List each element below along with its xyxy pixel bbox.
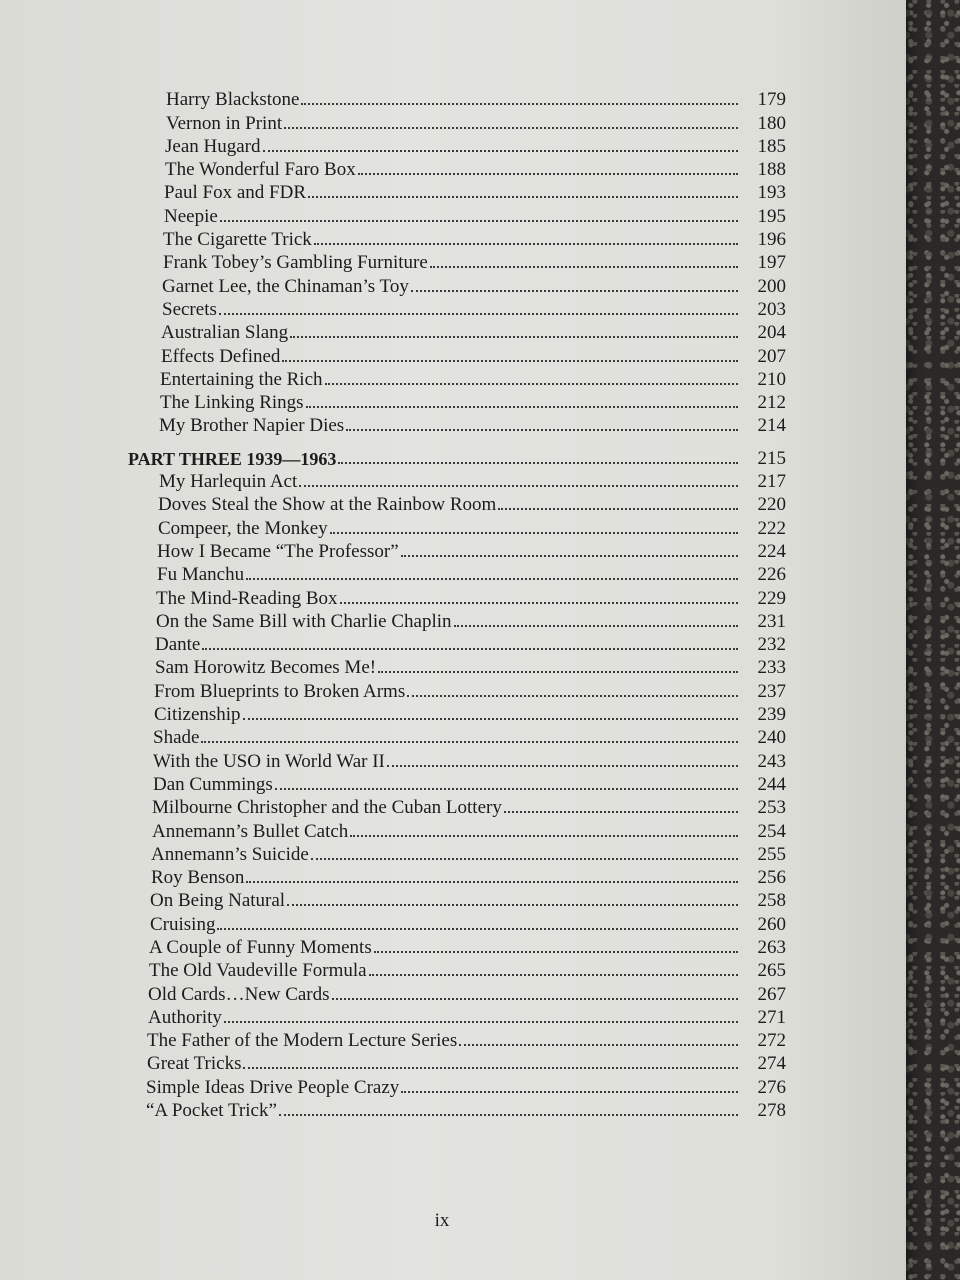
toc-entry [0,910,906,933]
dot-leader [287,904,738,906]
dot-leader [504,811,738,813]
toc-page-number: 272 [757,1030,786,1052]
toc-entry [0,389,906,412]
dot-leader [299,485,738,487]
toc-page-number: 271 [757,1006,786,1028]
toc-entry-title: The Linking Rings [160,392,304,414]
toc-entry [0,1050,906,1073]
toc-page-number: 231 [757,610,786,632]
toc-entry-title: Annemann’s Suicide [151,843,309,865]
dot-leader [407,695,738,697]
toc-entry [0,514,906,537]
toc-entry [0,701,906,724]
toc-entry [0,491,906,514]
toc-page-number: 258 [757,890,786,912]
toc-entry-title: The Cigarette Trick [163,229,312,251]
toc-entry [0,468,906,491]
toc-entry-title: A Couple of Funny Moments [149,936,372,958]
toc-entry-title: Dante [155,634,201,656]
toc-entry-title: Simple Ideas Drive People Crazy [146,1076,400,1098]
toc-page-number: 254 [757,820,786,842]
toc-entry [0,584,906,607]
toc-entry [0,887,906,910]
toc-entry-title: Compeer, the Monkey [158,517,328,539]
toc-page-number: 222 [757,517,786,539]
dot-leader [411,290,738,292]
toc-page-number: 256 [757,867,786,889]
dot-leader [243,1067,738,1069]
toc-entry [0,202,906,225]
toc-entry-title: Milbourne Christopher and the Cuban Lottery [152,797,502,819]
toc-entry-title: Harry Blackstone [166,89,300,111]
toc-entry [0,724,906,747]
toc-page-number: 237 [757,680,786,702]
dot-leader [332,998,738,1000]
toc-page-number: 239 [757,704,786,726]
dot-leader [378,671,738,673]
toc-entry-title: Frank Tobey’s Gambling Furniture [163,252,428,274]
toc-entry [0,133,906,156]
toc-entry [0,109,906,132]
toc-entry-title: Jean Hugard [165,135,261,157]
dot-leader [346,429,738,431]
toc-entry-title: The Wonderful Faro Box [165,159,356,181]
toc-entry [0,608,906,631]
toc-entry-title: The Mind-Reading Box [156,587,338,609]
dot-leader [290,336,738,338]
toc-entry-title: Great Tricks [147,1053,242,1075]
toc-entry-title: From Blueprints to Broken Arms [154,680,406,702]
dot-leader [311,858,738,860]
dot-leader [401,555,738,557]
toc-page-number: 232 [757,634,786,656]
dot-leader [284,127,738,129]
countertop-background [898,0,960,1280]
toc-entry-title: Effects Defined [161,345,281,367]
dot-leader [401,1091,738,1093]
toc-entry-title: Secrets [162,298,217,320]
dot-leader [224,1021,738,1023]
dot-leader [219,313,738,315]
dot-leader [308,196,738,198]
toc-entry [0,319,906,342]
toc-page-number: 203 [757,298,786,320]
toc-entry [0,864,906,887]
toc-page-number: 214 [757,415,786,437]
toc-page-number: 224 [757,540,786,562]
dot-leader [338,462,738,464]
table-of-contents [0,86,906,1120]
toc-page-number: 253 [757,797,786,819]
toc-entry [0,561,906,584]
dot-leader [279,1114,738,1116]
toc-entry-title: “A Pocket Trick” [146,1100,277,1122]
dot-leader [220,220,738,222]
dot-leader [369,974,738,976]
toc-page-number: 240 [757,727,786,749]
toc-page-number: 274 [757,1053,786,1075]
toc-entry-title: Paul Fox and FDR [164,182,306,204]
toc-page-number: 220 [757,494,786,516]
toc-entry-title: The Father of the Modern Lecture Series [147,1030,458,1052]
toc-entry [0,179,906,202]
toc-entry-title: Sam Horowitz Becomes Me! [155,657,377,679]
dot-leader [459,1044,738,1046]
toc-entry-title: On the Same Bill with Charlie Chaplin [156,610,452,632]
dot-leader [350,835,738,837]
dot-leader [246,578,738,580]
dot-leader [430,266,738,268]
toc-entry-title: How I Became “The Professor” [157,540,399,562]
toc-page-number: 196 [757,229,786,251]
toc-page-number: 210 [757,368,786,390]
toc-entry [0,794,906,817]
toc-page-number: 267 [757,983,786,1005]
dot-leader [358,173,738,175]
dot-leader [325,383,738,385]
toc-entry [0,631,906,654]
dot-leader [314,243,738,245]
toc-entry-title: With the USO in World War II [153,750,385,772]
toc-entry [0,412,906,435]
toc-entry-title: My Harlequin Act [159,471,298,493]
toc-page-number: 207 [757,345,786,367]
toc-page-number: 204 [757,322,786,344]
toc-entry-title: Fu Manchu [157,564,245,586]
toc-page-number: 244 [757,773,786,795]
toc-entry-title: Cruising [150,913,216,935]
toc-entry [0,841,906,864]
toc-entry-title: Annemann’s Bullet Catch [152,820,349,842]
page-number: ix [434,1210,450,1231]
toc-page-number: 185 [757,135,786,157]
dot-leader [275,788,738,790]
toc-entry [0,342,906,365]
toc-entry [0,296,906,319]
dot-leader [330,532,738,534]
toc-entry-title: The Old Vaudeville Formula [149,960,367,982]
toc-page-number: 243 [757,750,786,772]
toc-entry-title: Authority [148,1006,222,1028]
toc-page-number: 200 [757,275,786,297]
dot-leader [263,150,739,152]
toc-page-number: 229 [757,587,786,609]
toc-page-number: 188 [757,159,786,181]
toc-entry-title: Australian Slang [161,322,289,344]
dot-leader [498,508,738,510]
toc-entry [0,654,906,677]
toc-entry [0,156,906,179]
toc-entry [0,934,906,957]
toc-page-number: 195 [757,205,786,227]
toc-entry [0,226,906,249]
dot-leader [374,951,738,953]
toc-entry [0,1097,906,1120]
toc-entry-title: Doves Steal the Show at the Rainbow Room [158,494,497,516]
toc-page-number: 179 [757,89,786,111]
toc-entry-title: Entertaining the Rich [160,368,323,390]
toc-page-number: 278 [757,1100,786,1122]
toc-page-number: 276 [757,1076,786,1098]
toc-page-number: 217 [757,471,786,493]
toc-entry [0,366,906,389]
toc-entry-title: Vernon in Print [166,112,283,134]
toc-entry [0,538,906,561]
toc-entry-title: Citizenship [154,704,241,726]
toc-entry [0,1027,906,1050]
dot-leader [217,928,738,930]
toc-entry [0,817,906,840]
dot-leader [202,648,738,650]
toc-page-number: 260 [757,913,786,935]
dot-leader [201,741,738,743]
toc-entry-title: Old Cards…New Cards [148,983,330,1005]
toc-page-number: 255 [757,843,786,865]
dot-leader [301,103,738,105]
toc-page-number: 193 [757,182,786,204]
toc-entry [0,249,906,272]
toc-part-title: PART THREE 1939—1963 [128,448,337,469]
toc-entry-title: Dan Cummings [153,773,273,795]
dot-leader [387,765,738,767]
toc-page-number: 263 [757,936,786,958]
toc-page-number: 215 [757,447,786,469]
toc-page-number: 226 [757,564,786,586]
dot-leader [340,602,738,604]
dot-leader [454,625,738,627]
toc-entry [0,1073,906,1096]
toc-page-number: 233 [757,657,786,679]
toc-entry-title: Shade [153,727,200,749]
toc-page-number: 265 [757,960,786,982]
toc-entry [0,980,906,1003]
toc-entry [0,747,906,770]
toc-entry-title: On Being Natural [150,890,286,912]
dot-leader [246,881,738,883]
toc-entry [0,957,906,980]
toc-entry-title: Roy Benson [151,867,245,889]
dot-leader [306,406,738,408]
toc-entry [0,1004,906,1027]
toc-page-number: 180 [757,112,786,134]
toc-entry-title: Garnet Lee, the Chinaman’s Toy [162,275,409,297]
toc-entry [0,86,906,109]
toc-part-heading [0,444,906,467]
dot-leader [243,718,738,720]
dot-leader [282,360,738,362]
toc-page-number: 197 [757,252,786,274]
toc-entry [0,677,906,700]
toc-entry-title: Neepie [164,205,218,227]
toc-entry [0,272,906,295]
toc-entry [0,771,906,794]
toc-page-number: 212 [757,392,786,414]
toc-entry-title: My Brother Napier Dies [159,415,345,437]
